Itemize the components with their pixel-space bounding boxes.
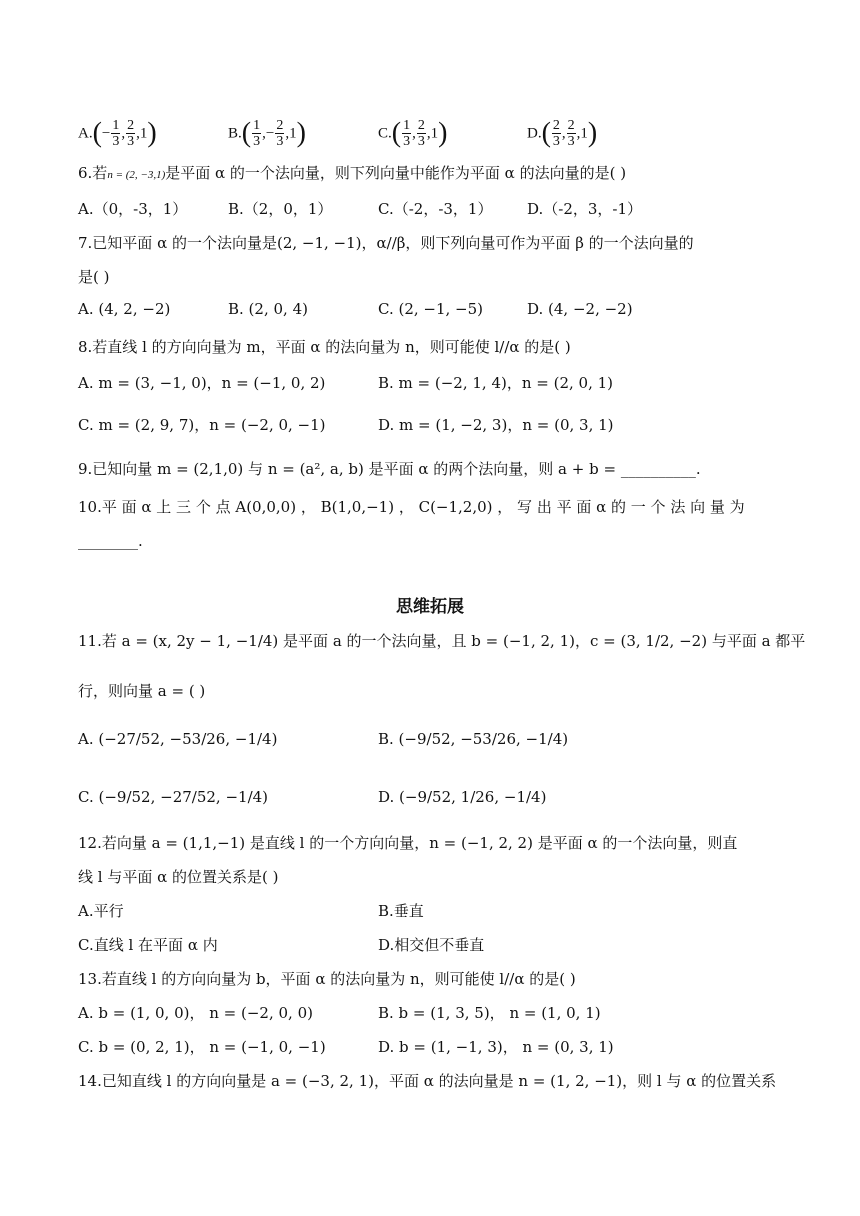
q5-option-b: B.( $\frac{1}{3}$ ,− $\frac{2}{3}$ ,1) <box>228 117 306 149</box>
q11-option-c: C. (−9/52, −27/52, −1/4) <box>78 788 269 806</box>
q13-stem: 13.若直线 l 的方向向量为 b，平面 α 的法向量为 n，则可能使 l//α 的是( ) <box>78 970 576 988</box>
q5-option-a: A.(− $\frac{1}{3}$ , $\frac{2}{3}$ ,1) <box>78 117 157 149</box>
q6-stem: 6.若n = (2, −3,1)是平面 α 的一个法向量，则下列向量中能作为平面 α 的法向量的是( ) <box>78 164 627 182</box>
q7-stem-line2: 是( ) <box>78 268 110 286</box>
q14-stem: 14.已知直线 l 的方向向量是 a = (−3, 2, 1)，平面 α 的法向量是 n = (1, 2, −1)，则 l 与 α 的位置关系 <box>78 1072 777 1090</box>
q12-option-a: A.平行 <box>78 902 124 920</box>
q5-option-d: D.( $\frac{2}{3}$ , $\frac{2}{3}$ ,1) <box>527 117 598 149</box>
q8-stem: 8.若直线 l 的方向向量为 m，平面 α 的法向量为 n，则可能使 l//α 的是( ) <box>78 338 571 356</box>
q6-option-d: D.（-2，3，-1） <box>527 200 643 218</box>
q11-stem-line1: 11.若 a = (x, 2y − 1, −1/4) 是平面 a 的一个法向量，且 b = (−1, 2, 1)，c = (3, 1/2, −2) 与平面 a 都平 <box>78 632 806 650</box>
q9-stem: 9.已知向量 m = (2,1,0) 与 n = (a², a, b) 是平面 α 的两个法向量，则 a + b = __________. <box>78 460 701 478</box>
q13-option-a: A. b = (1, 0, 0)， n = (−2, 0, 0) <box>78 1004 313 1022</box>
q8-option-c: C. m = (2, 9, 7)，n = (−2, 0, −1) <box>78 416 326 434</box>
q12-option-d: D.相交但不垂直 <box>378 936 485 954</box>
q11-option-b: B. (−9/52, −53/26, −1/4) <box>378 730 569 748</box>
q6-option-b: B.（2，0，1） <box>228 200 333 218</box>
q8-option-d: D. m = (1, −2, 3)，n = (0, 3, 1) <box>378 416 614 434</box>
q13-option-b: B. b = (1, 3, 5)， n = (1, 0, 1) <box>378 1004 601 1022</box>
q12-option-c: C.直线 l 在平面 α 内 <box>78 936 218 954</box>
q8-option-b: B. m = (−2, 1, 4)，n = (2, 0, 1) <box>378 374 614 392</box>
q10-stem-line1: 10.平 面 α 上 三 个 点 A(0,0,0) ， B(1,0,−1) ， C(−1,2,0) ， 写 出 平 面 α 的 一 个 法 向 量 为 <box>78 498 745 516</box>
q11-option-d: D. (−9/52, 1/26, −1/4) <box>378 788 547 806</box>
q12-stem-line1: 12.若向量 a = (1,1,−1) 是直线 l 的一个方向向量，n = (−1, 2, 2) 是平面 α 的一个法向量，则直 <box>78 834 738 852</box>
q13-option-c: C. b = (0, 2, 1)， n = (−1, 0, −1) <box>78 1038 326 1056</box>
q13-option-d: D. b = (1, −1, 3)， n = (0, 3, 1) <box>378 1038 614 1056</box>
q12-stem-line2: 线 l 与平面 α 的位置关系是( ) <box>78 868 279 886</box>
q7-option-c: C. (2, −1, −5) <box>378 300 484 318</box>
section-title: 思维拓展 <box>396 597 464 617</box>
q6-option-a: A.（0，-3，1） <box>78 200 188 218</box>
q5-option-c: C.( $\frac{1}{3}$ , $\frac{2}{3}$ ,1) <box>378 117 448 149</box>
q7-option-b: B. (2, 0, 4) <box>228 300 308 318</box>
q6-option-c: C.（-2，-3，1） <box>378 200 493 218</box>
q7-stem-line1: 7.已知平面 α 的一个法向量是(2, −1, −1)，α//β，则下列向量可作为平面 β 的一个法向量的 <box>78 234 694 252</box>
q7-option-d: D. (4, −2, −2) <box>527 300 633 318</box>
q12-option-b: B.垂直 <box>378 902 424 920</box>
q10-stem-line2: ________. <box>78 532 143 550</box>
q11-option-a: A. (−27/52, −53/26, −1/4) <box>78 730 278 748</box>
q8-option-a: A. m = (3, −1, 0)，n = (−1, 0, 2) <box>78 374 326 392</box>
q7-option-a: A. (4, 2, −2) <box>78 300 171 318</box>
q11-stem-line2: 行，则向量 a = ( ) <box>78 682 206 700</box>
